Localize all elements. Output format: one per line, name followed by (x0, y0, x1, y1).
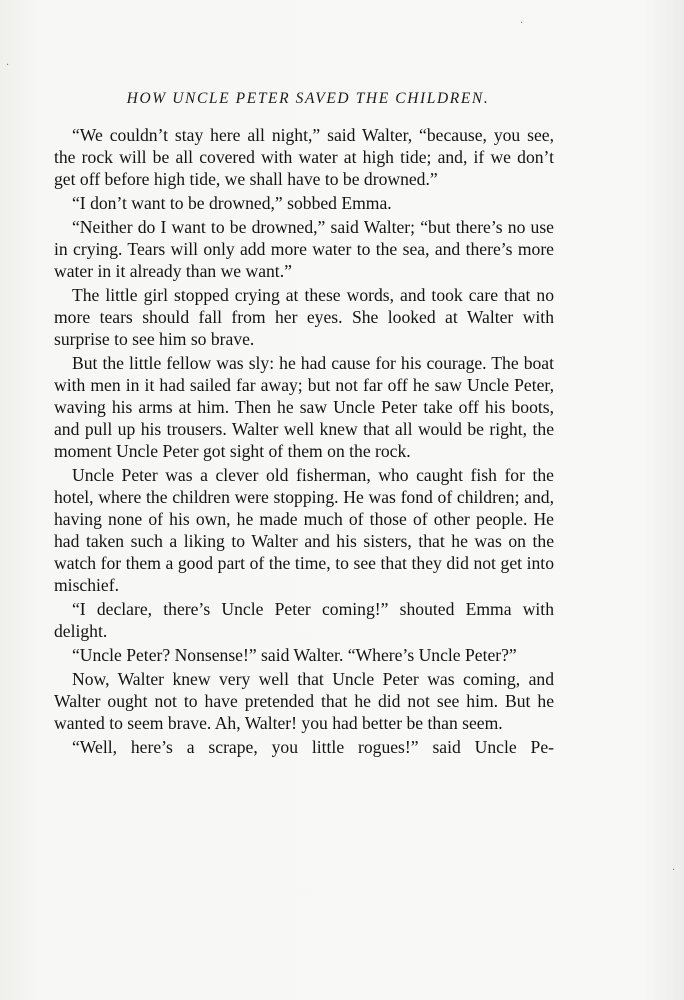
paragraph: “Neither do I want to be drowned,” said Walter; “but there’s no use in crying. Tears will only add more water to the sea, and there’s more water in it already than we want.” (54, 217, 554, 282)
running-head: HOW UNCLE PETER SAVED THE CHILDREN. (126, 90, 490, 107)
paragraph: Uncle Peter was a clever old fisherman, who caught fish for the hotel, where the children were stopping. He was fond of children; and, having none of his own, he made much of those of other people. He had taken such a liking to Walter and his sisters, that he was on the watch for them a good part of the time, to see that they did not get into mischief. (54, 465, 554, 595)
paragraph: “Well, here’s a scrape, you little rogues!” said Uncle Pe- (72, 737, 554, 758)
paragraph: “We couldn’t stay here all night,” said Walter, “because, you see, the rock will be all covered with water at high tide; and, if we don’t get off before high tide, we shall have to be drowned.” (54, 125, 554, 189)
scan-speck: · (672, 865, 676, 876)
paragraph: But the little fellow was sly: he had cause for his courage. The boat with men in it had sailed far away; but not far off he saw Uncle Peter, waving his arms at him. Then he saw Uncle Peter take off his boots, and pull up his trousers. Walter well knew that all would be right, the moment Uncle Peter got sight of them on the rock. (54, 353, 554, 461)
paragraph: “Uncle Peter? Nonsense!” said Walter. “Where’s Uncle Peter?” (72, 644, 517, 665)
body-text (54, 125, 554, 761)
paragraph: The little girl stopped crying at these words, and took care that no more tears should fall from her eyes. She looked at Walter with surprise to see him so brave. (54, 285, 554, 350)
scan-speck: · (6, 60, 10, 71)
paragraph: “I declare, there’s Uncle Peter coming!” shouted Emma with delight. (54, 598, 554, 641)
paragraph: Now, Walter knew very well that Uncle Peter was coming, and Walter ought not to have pretended that he did not see him. But he wanted to seem brave. Ah, Walter! you had better be than seem. (54, 669, 554, 733)
paragraph: “I don’t want to be drowned,” sobbed Emma. (72, 193, 392, 214)
scan-speck: · (520, 18, 524, 29)
